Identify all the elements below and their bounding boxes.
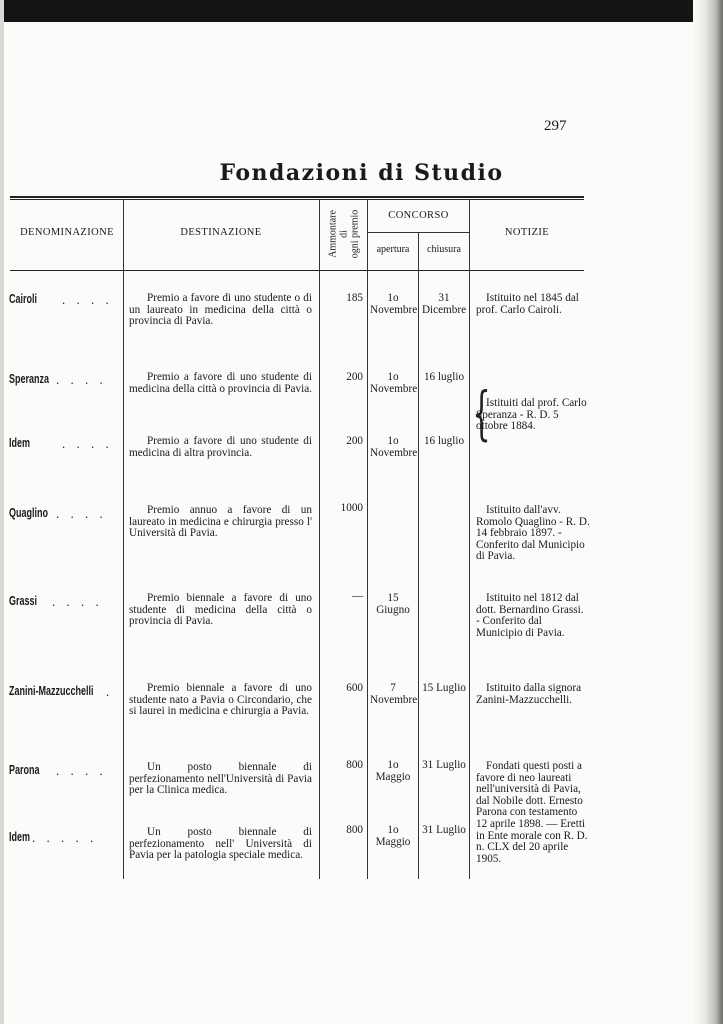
- row-notizie: Istituito dalla signora Zanini-Mazzucchelli.: [476, 682, 582, 706]
- header-notizie: NOTIZIE: [504, 227, 550, 238]
- row-amount: 185: [346, 292, 363, 304]
- header-destinazione: DESTINAZIONE: [180, 227, 262, 238]
- header-top-rule-thin: [10, 199, 584, 200]
- header-ammontare-line3: ogni premio: [349, 209, 361, 259]
- header-top-rule: [10, 196, 584, 198]
- row-amount: 600: [346, 682, 363, 694]
- column-divider-2: [319, 199, 320, 879]
- header-ammontare-line2: di: [338, 230, 350, 238]
- row-chiusura: 31 Dicembre: [421, 292, 467, 316]
- header-concorso: CONCORSO: [388, 210, 449, 221]
- row-name: Idem: [9, 830, 31, 844]
- page-number: 297: [544, 118, 567, 134]
- column-divider-5: [469, 199, 470, 879]
- row-apertura: 1o Novembre: [370, 292, 418, 316]
- row-dots: . . . .: [52, 594, 103, 609]
- header-denominazione: DENOMINAZIONE: [20, 227, 114, 238]
- row-amount: —: [351, 590, 363, 602]
- row-amount: 800: [346, 824, 363, 836]
- row-apertura: 1o Novembre: [370, 435, 418, 459]
- row-apertura: 7 Novembre: [370, 682, 418, 706]
- row-amount: 1000: [340, 502, 363, 514]
- row-name: Idem: [9, 436, 31, 450]
- row-notizie: Istituito nel 1845 dal prof. Carlo Cairoli.: [476, 292, 579, 316]
- row-chiusura: 31 Luglio: [422, 759, 466, 771]
- row-apertura: 15 Giugno: [376, 592, 410, 616]
- row-amount: 200: [346, 371, 363, 383]
- row-name: Zanini-Mazzucchelli: [9, 684, 94, 698]
- row-destinazione: Premio a favore di uno studente di medicina di altra provincia.: [129, 435, 312, 459]
- row-dots: . . . . .: [32, 830, 98, 845]
- row-destinazione: Premio annuo a favore di un laureato in medicina e chirurgia presso l' Università di Pavia.: [129, 504, 312, 540]
- row-name: Grassi: [9, 594, 38, 608]
- header-bottom-rule: [10, 270, 584, 271]
- header-ammontare: [322, 199, 366, 269]
- header-apertura: apertura: [376, 244, 410, 255]
- row-dots: . . . .: [56, 372, 107, 387]
- header-ammontare-line1: Ammontare: [327, 210, 339, 258]
- row-destinazione: Un posto biennale di perfezionamento nell'Università di Pavia per la Clinica medica.: [129, 761, 312, 797]
- brace-mark: {: [472, 379, 491, 447]
- row-notizie: Istituito dall'avv. Romolo Quaglino - R. D. 14 febbraio 1897. - Conferito dal Municipio di Pavia.: [476, 504, 590, 563]
- row-chiusura: 16 luglio: [423, 371, 465, 383]
- scan-right-edge: [693, 0, 723, 1024]
- row-notizie: Istituito nel 1812 dal dott. Bernardino Grassi. - Conferito dal Municipio di Pavia.: [476, 592, 584, 639]
- row-notizie: Fondati questi posti a favore di neo laureati nell'università di Pavia, dal Nobile dott. Ernesto Parona con testamento 12 aprile 1898. — Eretti in Ente morale con R. D. n. CLX del 20 aprile 1905.: [476, 760, 588, 865]
- row-dots: . . . .: [56, 506, 107, 521]
- row-destinazione: Premio biennale a favore di uno studente di medicina della città o provincia di Pavia.: [129, 592, 312, 628]
- row-apertura: 1o Maggio: [375, 824, 411, 848]
- row-dots: .: [106, 684, 114, 699]
- row-name: Speranza: [9, 372, 50, 386]
- row-apertura: 1o Maggio: [375, 759, 411, 783]
- row-chiusura: 31 Luglio: [422, 824, 466, 836]
- row-destinazione: Premio a favore di uno studente o di un laureato in medicina della città o provincia di Pavia.: [129, 292, 312, 328]
- row-chiusura: 16 luglio: [423, 435, 465, 447]
- scan-top-border: [0, 0, 723, 22]
- row-name: Cairoli: [9, 292, 38, 306]
- row-amount: 200: [346, 435, 363, 447]
- row-dots: . . . .: [62, 436, 113, 451]
- row-chiusura: 15 Luglio: [422, 682, 466, 694]
- shared-notizie: Istituiti dal prof. Carlo Speranza - R. D. 5 ottobre 1884.: [476, 397, 587, 433]
- column-divider-1: [123, 199, 124, 879]
- header-chiusura: chiusura: [427, 244, 461, 255]
- page-title: Fondazioni di Studio: [219, 160, 504, 186]
- column-divider-3: [367, 199, 368, 879]
- row-apertura: 1o Novembre: [370, 371, 418, 395]
- column-divider-4: [418, 232, 419, 879]
- row-name: Quaglino: [9, 506, 49, 520]
- scan-left-edge: [0, 0, 4, 1024]
- row-amount: 800: [346, 759, 363, 771]
- row-name: Parona: [9, 763, 40, 777]
- row-dots: . . . .: [62, 292, 113, 307]
- row-destinazione: Un posto biennale di perfezionamento nell' Università di Pavia per la patologia speciale medica.: [129, 826, 312, 862]
- row-destinazione: Premio a favore di uno studente di medicina della città o provincia di Pavia.: [129, 371, 312, 395]
- row-dots: . . . .: [56, 763, 107, 778]
- row-destinazione: Premio biennale a favore di uno studente nato a Pavia o Circondario, che si laurei in medicina e chirurgia a Pavia.: [129, 682, 312, 718]
